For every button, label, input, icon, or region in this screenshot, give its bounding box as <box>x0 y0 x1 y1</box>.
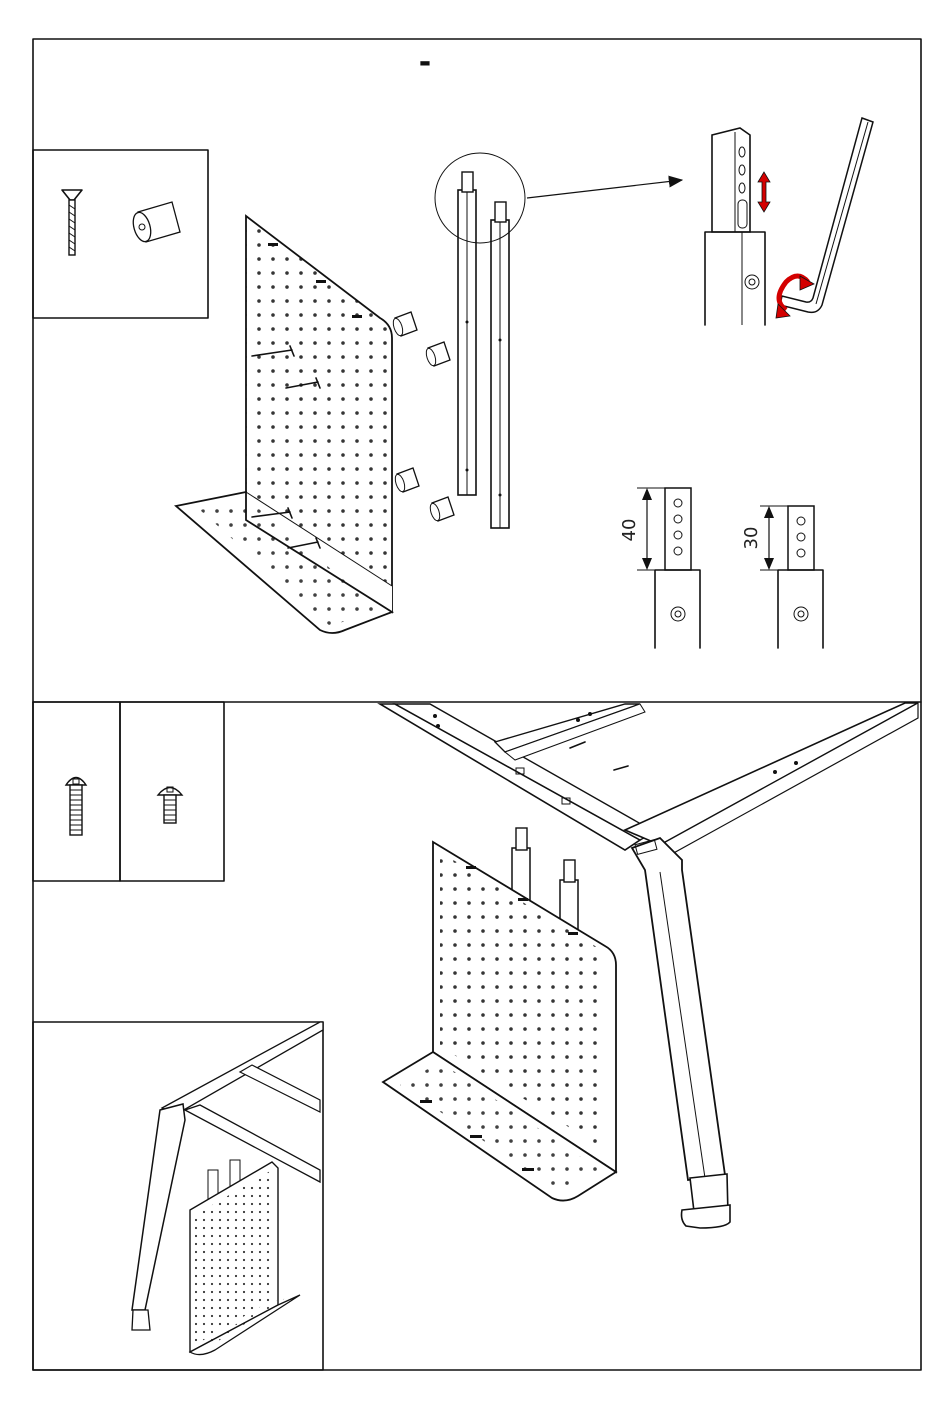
height-setting-30-detail <box>741 506 823 648</box>
modesty-panel-assembled <box>383 828 616 1201</box>
desk-frame-rails <box>380 703 918 855</box>
step-title: - <box>418 45 432 80</box>
parts-box-top <box>33 150 208 318</box>
desk-leg <box>632 838 730 1228</box>
spacer-sleeve-icon <box>130 202 180 244</box>
height-setting-40-detail <box>619 488 700 648</box>
button-head-bolt-short-icon <box>158 787 182 823</box>
hex-key-icon <box>780 118 873 312</box>
parts-box-bottom <box>33 702 224 881</box>
countersunk-screw-icon <box>62 190 82 255</box>
post-height-adjust-detail <box>705 118 873 325</box>
inset-overview <box>33 1022 323 1370</box>
button-head-bolt-long-icon <box>66 778 86 836</box>
spacers-top <box>391 312 454 522</box>
adjust-arrow-icon <box>758 172 770 212</box>
detail-callout-circle <box>435 153 525 243</box>
dimension-label-40: 40 <box>619 518 640 542</box>
telescopic-posts <box>458 172 509 528</box>
detail-callout-arrow <box>527 180 682 198</box>
dimension-label-30: 30 <box>741 526 762 550</box>
